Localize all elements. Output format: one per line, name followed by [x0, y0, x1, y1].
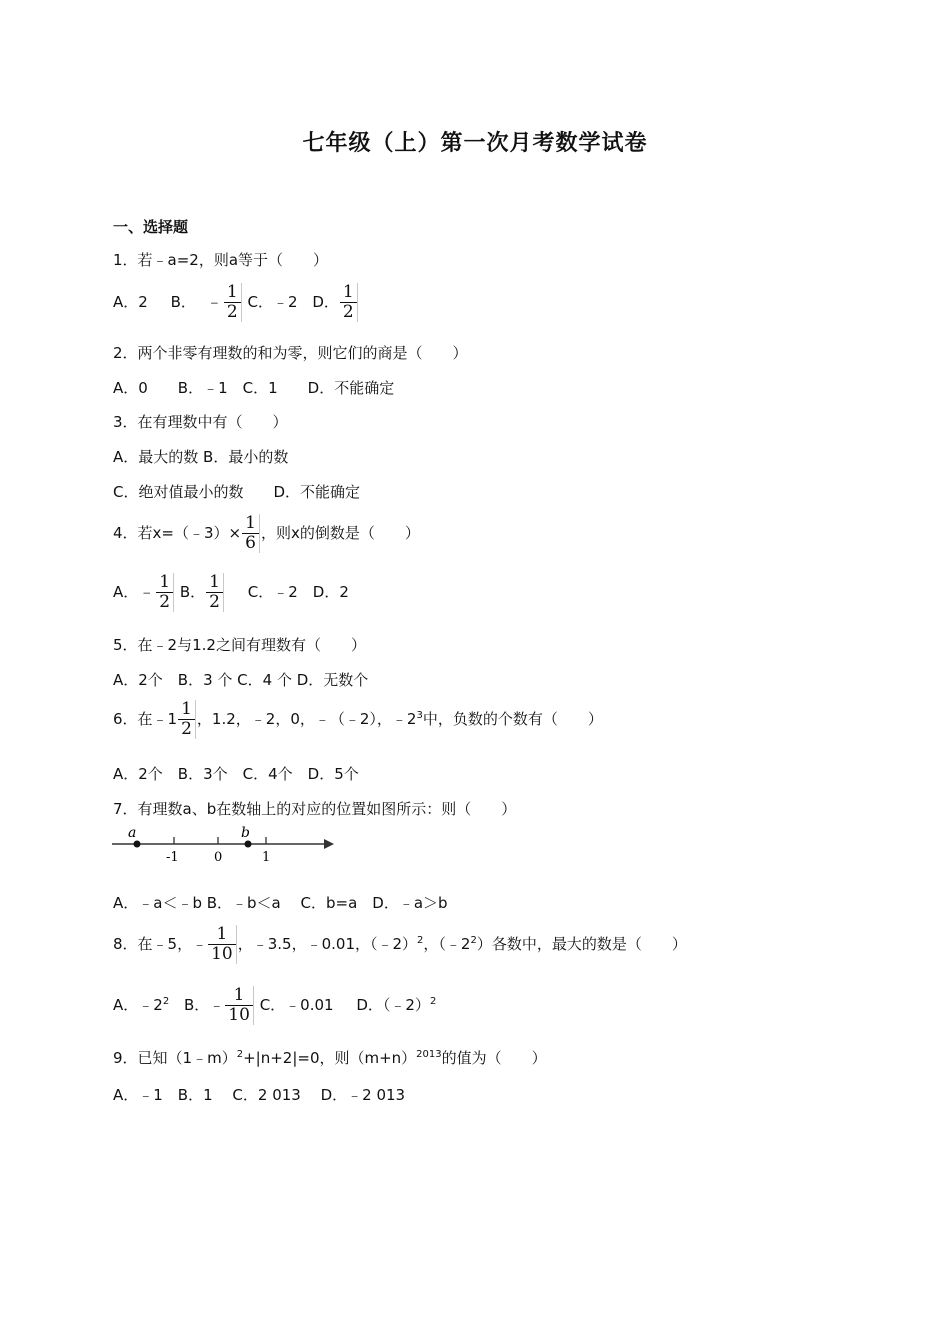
q8-option-b-label: B．﹣	[183, 996, 225, 1014]
question-5-options: A．2个 B．3 个 C．4 个 D．无数个	[113, 671, 369, 689]
question-3-options-line2: C．绝对值最小的数 D．不能确定	[113, 483, 361, 501]
question-5-stem: 5．在﹣2与1.2之间有理数有（ ）	[113, 636, 366, 654]
question-6-options: A．2个 B．3个 C．4个 D．5个	[113, 765, 359, 783]
point-a	[134, 841, 141, 848]
question-1-stem: 1．若﹣a=2，则a等于（ ）	[113, 251, 329, 269]
question-9-options: A．﹣1 B．1 C．2 013 D．﹣2 013	[113, 1086, 406, 1104]
q8-stem-fraction: $\frac{1}{10}$	[208, 925, 237, 964]
question-8-stem: 8．在﹣5，﹣ $\frac{1}{10}$ ，﹣3.5，﹣0.01，（﹣2）$^2$，$(﹣2^2)$各数中，最大的数是（ ）	[113, 924, 687, 964]
question-9-stem: 9．已知（1﹣m）$^2$+|n+2|=0，则$(m+n)^{2013}$的值为（ ）	[113, 1049, 547, 1067]
label-a: a	[128, 825, 137, 841]
tick-label-0: 0	[214, 850, 223, 865]
q1-option-d-fraction: $\frac{1}{2}$	[340, 283, 358, 322]
page-title: 七年级（上）第一次月考数学试卷	[302, 131, 648, 156]
question-4-options: A．﹣ $\frac{1}{2}$ B． $\frac{1}{2}$ C．﹣2 D．2	[113, 572, 349, 612]
number-line-figure	[112, 825, 342, 867]
q6-mixed-fraction: $\frac{1}{2}$	[178, 700, 196, 739]
question-2-stem: 2．两个非零有理数的和为零，则它们的商是（ ）	[113, 344, 468, 362]
tick-label-minus-1: -1	[166, 850, 179, 865]
question-8-options: A．$﹣2^2$ B．﹣ $\frac{1}{10}$ C．﹣0.01 D．（﹣2）$^2$	[113, 985, 437, 1025]
q1-option-b-label: B．	[170, 293, 196, 311]
q8-option-c: C．﹣0.01	[259, 996, 334, 1014]
question-3-stem: 3．在有理数中有（ ）	[113, 413, 288, 431]
question-6-stem: 6．在﹣1 $\frac{1}{2}$ ，1.2，﹣2，0，﹣（﹣2），$﹣2^3$中，负数的个数有（ ）	[113, 699, 603, 739]
section-heading: 一、选择题	[113, 218, 189, 236]
q8-option-b-fraction: $\frac{1}{10}$	[225, 986, 254, 1025]
question-4-stem: 4．若x=（﹣3）× $\frac{1}{6}$ ，则x的倒数是（ ）	[113, 513, 420, 553]
question-2-options: A．0 B．﹣1 C．1 D．不能确定	[113, 379, 395, 397]
question-1-options	[113, 283, 359, 322]
q4-option-b-fraction: $\frac{1}{2}$	[206, 573, 224, 612]
q1-option-a: A．2	[113, 293, 148, 311]
label-b: b	[241, 825, 250, 841]
point-b	[245, 841, 252, 848]
q8-option-a: A．﹣2	[113, 996, 163, 1014]
q4-option-a-fraction: $\frac{1}{2}$	[156, 573, 174, 612]
question-7-stem: 7．有理数a、b在数轴上的对应的位置如图所示：则（ ）	[113, 800, 517, 818]
question-3-options-line1: A．最大的数 B．最小的数	[113, 448, 289, 466]
q4-option-b-label: B．	[179, 583, 206, 601]
q1-option-b-sign: ﹣	[205, 292, 223, 312]
question-7-options: A．﹣a＜﹣b B．﹣b＜a C．b=a D．﹣a＞b	[113, 894, 448, 912]
number-line-arrow-icon	[324, 839, 334, 849]
q1-option-b-fraction: $\frac{1}{2}$	[224, 283, 242, 322]
q4-option-cd: C．﹣2 D．2	[247, 583, 349, 601]
q1-option-d-label: D．	[312, 293, 339, 311]
q4-option-a-label: A．	[113, 583, 139, 601]
q4-stem-fraction: $\frac{1}{6}$	[242, 514, 260, 553]
tick-label-1: 1	[262, 850, 271, 865]
q1-option-c: C．﹣2	[247, 293, 298, 311]
q8-option-d: D．（﹣2）	[356, 996, 430, 1014]
